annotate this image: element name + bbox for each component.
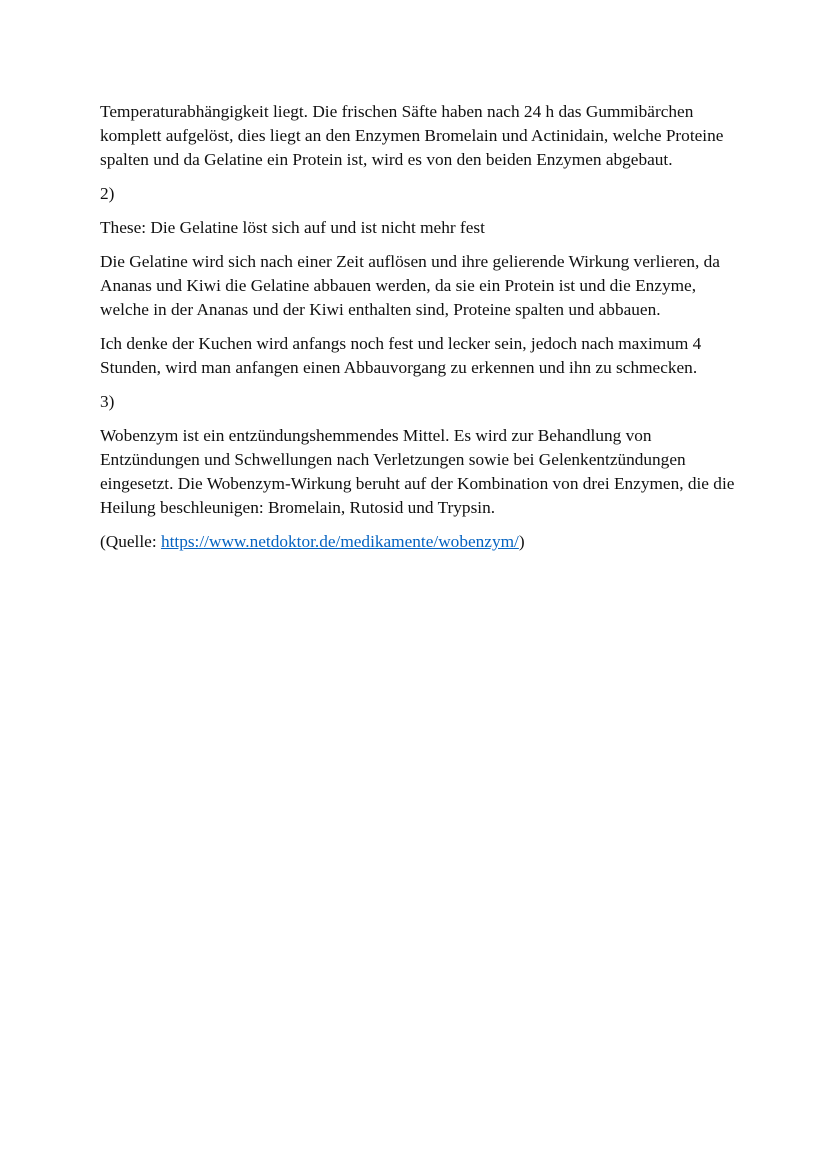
source-prefix: (Quelle: xyxy=(100,532,161,551)
paragraph-explanation: Die Gelatine wird sich nach einer Zeit auflösen und ihre gelierende Wirkung verlieren, da Ananas und Kiwi die Gelatine abbauen werden, da sie ein Protein ist und die Enzyme, welche in der Ananas und der Kiwi enthalten sind, Proteine spalten und abbauen. xyxy=(100,252,720,319)
paragraph-intro-continued: Temperaturabhängigkeit liegt. Die frischen Säfte haben nach 24 h das Gummibärchen komplett aufgelöst, dies liegt an den Enzymen Bromelain und Actinidain, welche Proteine spalten und da Gelatine ein Protein ist, wird es von den beiden Enzymen abgebaut. xyxy=(100,102,724,169)
source-suffix: ) xyxy=(518,532,525,551)
section-number-3: 3) xyxy=(100,392,115,411)
source-citation xyxy=(100,530,740,554)
paragraph-wobenzym: Wobenzym ist ein entzündungshemmendes Mittel. Es wird zur Behandlung von Entzündungen und Schwellungen nach Verletzungen sowie bei Gelenkentzündungen eingesetzt. Die Wobenzym-Wirkung beruht auf der Kombination von drei Enzymen, die die Heilung beschleunigen: Bromelain, Rutosid und Trypsin. xyxy=(100,426,735,517)
paragraph-thesis: These: Die Gelatine löst sich auf und ist nicht mehr fest xyxy=(100,218,485,237)
paragraph-opinion: Ich denke der Kuchen wird anfangs noch fest und lecker sein, jedoch nach maximum 4 Stunden, wird man anfangen einen Abbauvorgang zu erkennen und ihn zu schmecken. xyxy=(100,334,702,377)
document-page xyxy=(100,100,740,564)
section-number-2: 2) xyxy=(100,184,115,203)
source-link[interactable]: https://www.netdoktor.de/medikamente/wobenzym/ xyxy=(160,532,519,551)
